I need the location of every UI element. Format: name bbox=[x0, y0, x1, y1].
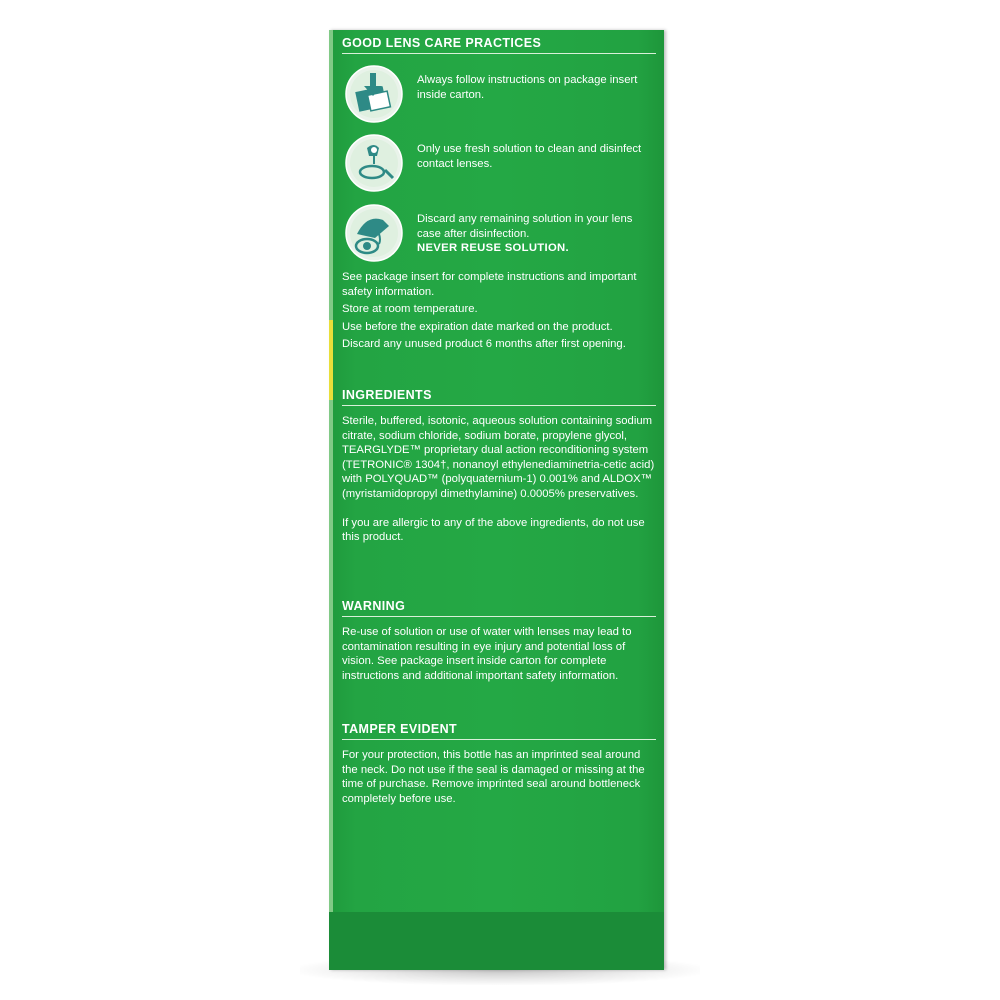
practice-item bbox=[342, 65, 656, 125]
tamper-text: For your protection, this bottle has an imprinted seal around the neck. Do not use if the seal is damaged or missing at the time of purchase. Remove imprinted seal around bottleneck completely before use. bbox=[342, 749, 645, 805]
tamper-section bbox=[342, 722, 656, 806]
practice-text: Always follow instructions on package insert inside carton. bbox=[417, 74, 638, 101]
good-practices-title: GOOD LENS CARE PRACTICES bbox=[342, 36, 656, 54]
practice-text bbox=[417, 212, 657, 256]
good-practices-section bbox=[342, 36, 656, 54]
ingredients-text: Sterile, buffered, isotonic, aqueous solution containing sodium citrate, sodium chloride, sodium borate, propylene glycol, TEARGLYDE™ proprietary dual action reconditioning system (TETRONIC® 1304†, nonanoyl ethylenediaminetria-cetic acid) with POLYQUAD™ (polyquaternium-1) 0.001% and ALDOX™ (myristamidopropyl dimethylamine) 0.0005% preservatives. bbox=[342, 415, 655, 500]
allergy-note: If you are allergic to any of the above ingredients, do not use this product. bbox=[342, 516, 645, 544]
never-reuse-emphasis: NEVER REUSE SOLUTION. bbox=[417, 242, 569, 255]
care-note: Store at room temperature. bbox=[342, 303, 478, 316]
warning-section bbox=[342, 599, 656, 683]
ingredients-title: INGREDIENTS bbox=[342, 388, 656, 406]
ingredients-section bbox=[342, 388, 656, 545]
practice-item bbox=[342, 134, 656, 194]
carton-edge bbox=[329, 30, 333, 970]
care-notes bbox=[342, 270, 656, 352]
warning-title: WARNING bbox=[342, 599, 656, 617]
warning-text: Re-use of solution or use of water with lenses may lead to contamination resulting in eye injury and potential loss of vision. See package insert inside carton for complete instructions and additional important safety information. bbox=[342, 626, 632, 682]
carton-yellow-edge bbox=[329, 320, 333, 400]
practice-text-line: Discard any remaining solution in your lens case after disinfection. bbox=[417, 213, 633, 240]
carton-side-panel bbox=[329, 30, 664, 970]
care-note: Use before the expiration date marked on the product. bbox=[342, 320, 613, 333]
carton-bottom-band bbox=[329, 912, 664, 970]
tamper-title: TAMPER EVIDENT bbox=[342, 722, 656, 740]
care-note: See package insert for complete instructions and important safety information. bbox=[342, 271, 637, 298]
practice-text: Only use fresh solution to clean and disinfect contact lenses. bbox=[417, 143, 642, 170]
practice-item bbox=[342, 204, 656, 264]
package-insert-icon bbox=[345, 65, 403, 123]
fresh-solution-icon bbox=[345, 134, 403, 192]
care-note: Discard any unused product 6 months after first opening. bbox=[342, 338, 626, 351]
discard-solution-icon bbox=[345, 204, 403, 262]
